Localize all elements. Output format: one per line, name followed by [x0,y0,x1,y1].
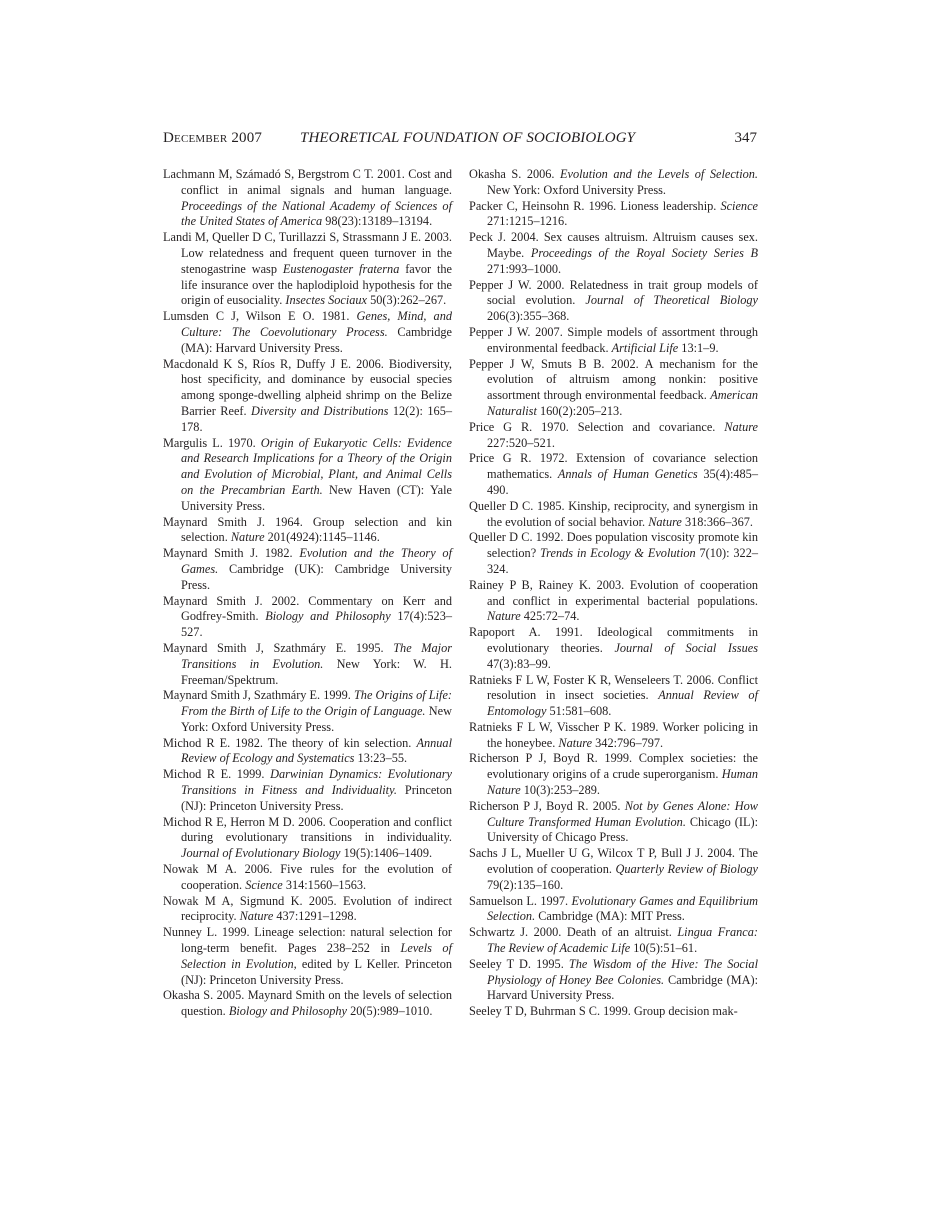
reference-entry [163,594,452,641]
reference-source-title: Evolutionary Games and Equilibrium Selection. [487,893,758,924]
reference-text: 437:1291–1298. [273,909,357,924]
reference-text: Maynard Smith J. 1964. Group selection and kin selection. [163,514,452,545]
reference-text: 79(2):135–160. [487,877,564,892]
reference-text: 98(23):13189–13194. [322,214,433,229]
reference-text: Macdonald K S, Ríos R, Duffy J E. 2006. Biodiversity, host specificity, and dominance by eusocial species among sponge-dwelling alpheid shrimp on the Belize Barrier Reef. [163,356,452,418]
reference-source-title: Genes, Mind, and Culture: The Coevolutionary Process. [181,309,452,339]
reference-text: Lumsden C J, Wilson E O. 1981. [163,309,357,324]
reference-source-title: The Wisdom of the Hive: The Social Physiology of Honey Bee Colonies. [487,956,758,987]
reference-entry [163,736,452,768]
reference-entry [163,309,452,356]
reference-source-title: Nature [724,419,758,434]
reference-text: Pepper J W. 2000. Relatedness in trait group models of social evolution. [469,277,758,308]
reference-text: 10(5):51–61. [630,941,698,956]
reference-text: Nowak M A. 2006. Five rules for the evolution of cooperation. [163,862,452,892]
reference-source-title: Annual Review of Entomology [487,688,758,719]
reference-text: Maynard Smith J. 2002. Commentary on Kerr and Godfrey-Smith. [163,593,452,624]
reference-text: Sachs J L, Mueller U G, Wilcox T P, Bull J J. 2004. The evolution of cooperation. [469,846,758,877]
reference-entry [163,515,452,547]
reference-entry [163,688,452,735]
reference-entry [469,957,758,1004]
reference-source-title: Biology and Philosophy [265,609,391,624]
reference-text: 50(3):262–267. [367,293,447,308]
reference-text: Michod R E, Herron M D. 2006. Cooperation and conflict during evolutionary transitions in individuality. [163,814,452,845]
reference-entry [163,925,452,988]
reference-source-title: Insectes Sociaux [285,293,367,308]
reference-entry [163,546,452,593]
reference-text: Maynard Smith J. 1982. [163,546,300,561]
reference-source-title: Eustenogaster fraterna [282,261,400,276]
reference-text: Okasha S. 2005. Maynard Smith on the levels of selection question. [163,988,452,1019]
reference-entry [469,167,758,199]
reference-source-title: Journal of Evolutionary Biology [181,846,341,861]
reference-entry [469,530,758,577]
reference-text: 17(4):523–527. [181,609,452,640]
reference-source-title: Lingua Franca: The Review of Academic Life [487,925,758,956]
reference-text: favor the life insurance over the haplodiploid hypothesis for the origin of eusociality. [181,261,453,308]
reference-column-right [469,167,758,1020]
reference-text: 314:1560–1563. [282,877,367,892]
reference-source-title: Nature [239,909,274,924]
reference-text: 160(2):205–213. [536,403,623,418]
reference-text: New York: Oxford University Press. [487,182,666,197]
reference-text: 7(10): 322–324. [487,546,758,576]
reference-text: Richerson P J, Boyd R. 2005. [469,798,625,813]
reference-text: 271:993–1000. [487,261,562,276]
reference-entry [469,720,758,752]
page-number: 347 [734,130,757,146]
reference-entry [469,799,758,846]
reference-entry [469,499,758,531]
reference-entry [163,436,452,515]
reference-entry [469,278,758,325]
reference-source-title: Science [720,198,758,213]
reference-text: Ratnieks F L W, Visscher P K. 1989. Worker policing in the honeybee. [469,719,758,750]
reference-entry [163,988,452,1020]
reference-text: Queller D C. 1992. Does population viscosity promote kin selection? [469,530,758,561]
reference-text: 227:520–521. [487,435,555,450]
reference-text: Cambridge (MA): Harvard University Press. [181,324,453,355]
reference-source-title: Quarterly Review of Biology [615,862,758,877]
reference-text: Landi M, Queller D C, Turillazzi S, Strassmann J E. 2003. Low relatedness and frequent queen turnover in the stenogastrine wasp [163,230,452,276]
reference-entry [163,641,452,688]
reference-text: Okasha S. 2006. [469,167,561,181]
reference-text: Pepper J W. 2007. Simple models of assortment through environmental feedback. [469,324,758,355]
reference-text: 201(4924):1145–1146. [264,530,380,545]
reference-text: Maynard Smith J, Szathmáry E. 1999. [163,688,354,703]
reference-text: Maynard Smith J, Szathmáry E. 1995. [163,640,394,655]
reference-text: 47(3):83–99. [487,656,551,671]
reference-entry [163,167,452,230]
reference-entry [469,751,758,798]
reference-text: 13:23–55. [354,751,408,766]
reference-source-title: Science [245,877,283,892]
reference-source-title: Evolution and the Levels of Selection. [560,167,758,181]
reference-text: Margulis L. 1970. [163,435,261,450]
reference-entry [163,815,452,862]
reference-text: Richerson P J, Boyd R. 1999. Complex societies: the evolutionary origins of a crude superorganism. [469,751,758,782]
reference-text: 35(4):485–490. [487,467,758,497]
reference-entry [469,451,758,498]
reference-text: Rainey P B, Rainey K. 2003. Evolution of cooperation and conflict in experimental bacterial populations. [469,577,758,608]
reference-source-title: Origin of Eukaryotic Cells: Evidence and Research Implications for a Theory of the Origin and Evolution of Microbial, Plant, and Animal Cells on the Precambrian Earth. [181,435,453,497]
reference-entry [469,357,758,420]
reference-source-title: Trends in Ecology & Evolution [540,546,696,561]
reference-entry [163,894,452,926]
reference-text: Packer C, Heinsohn R. 1996. Lioness leadership. [469,198,721,213]
reference-source-title: Journal of Social Issues [614,640,758,655]
reference-text: Price G R. 1972. Extension of covariance selection mathematics. [469,451,758,482]
reference-entry [469,199,758,231]
reference-text: Cambridge (MA): Harvard University Press. [487,972,758,1003]
reference-source-title: Diversity and Distributions [251,403,389,418]
reference-source-title: Annual Review of Ecology and Systematics [181,735,452,766]
reference-text: Michod R E. 1999. [163,767,271,782]
reference-entry [469,325,758,357]
reference-entry [469,925,758,957]
reference-text: 318:366–367. [681,514,753,529]
reference-text: Chicago (IL): University of Chicago Press. [487,814,758,845]
reference-text: edited by L Keller. Princeton (NJ): Princeton University Press. [181,956,452,987]
reference-text: New York: W. H. Freeman/Spektrum. [181,656,452,687]
running-header [163,128,757,148]
reference-source-title: American Naturalist [487,388,758,418]
reference-text: 13:1–9. [678,340,719,355]
reference-text: Peck J. 2004. Sex causes altruism. Altruism causes sex. Maybe. [469,230,758,260]
reference-text: Samuelson L. 1997. [469,893,572,908]
reference-text: New Haven (CT): Yale University Press. [181,482,452,513]
reference-text: Schwartz J. 2000. Death of an altruist. [469,925,678,940]
header-journal-title: THEORETICAL FOUNDATION OF SOCIOBIOLOGY [300,130,636,146]
reference-source-title: The Origins of Life: From the Birth of Life to the Origin of Language. [181,688,453,719]
reference-entry [163,767,452,814]
reference-text: Lachmann M, Számadó S, Bergstrom C T. 2001. Cost and conflict in animal signals and human language. [163,167,452,197]
reference-text: Cambridge (UK): Cambridge University Press. [181,561,452,592]
reference-source-title: The Major Transitions in Evolution. [181,640,453,671]
reference-source-title: Evolution and the Theory of Games. [181,546,452,576]
reference-text: 51:581–608. [546,704,612,719]
reference-text: 10(3):253–289. [520,783,600,798]
reference-source-title: Nature [230,530,265,545]
reference-source-title: Not by Genes Alone: How Culture Transformed Human Evolution. [487,798,759,829]
reference-entry [469,894,758,926]
reference-source-title: Proceedings of the National Academy of Sciences of the United States of America [181,198,452,229]
reference-text: 425:72–74. [520,609,580,624]
reference-text: Nunney L. 1999. Lineage selection: natural selection for long-term benefit. Pages 238–252 in [163,925,452,956]
reference-text: Michod R E. 1982. The theory of kin selection. [163,735,417,750]
header-date: December 2007 [163,130,263,146]
reference-source-title: Darwinian Dynamics: Evolutionary Transitions in Fitness and Individuality. [181,767,453,798]
reference-text: 342:796–797. [592,735,664,750]
reference-text: 20(5):989–1010. [347,1004,433,1019]
reference-entry [469,420,758,452]
reference-source-title: Nature [558,735,593,750]
reference-text: Seeley T D. 1995. [469,956,569,971]
reference-column-left [163,167,452,1020]
reference-text: Queller D C. 1985. Kinship, reciprocity, and synergism in the evolution of social behavior. [469,498,758,529]
reference-text: Princeton (NJ): Princeton University Press. [181,783,452,813]
reference-text: 271:1215–1216. [487,214,568,229]
reference-source-title: Artificial Life [611,340,679,355]
reference-entry [469,625,758,672]
reference-text: Ratnieks F L W, Foster K R, Wenseleers T. 2006. Conflict resolution in insect societies. [469,672,758,703]
reference-entry [163,230,452,309]
reference-source-title: Annals of Human Genetics [557,467,698,482]
reference-source-title: Nature [487,609,521,624]
reference-entry [469,846,758,893]
reference-source-title: Levels of Selection in Evolution, [181,941,452,971]
reference-text: Rapoport A. 1991. Ideological commitments in evolutionary theories. [469,625,758,655]
reference-text: Pepper J W, Smuts B B. 2002. A mechanism for the evolution of altruism among nonkin: positive assortment through environmental feedback. [469,356,758,403]
reference-entry [163,357,452,436]
reference-text: Nowak M A, Sigmund K. 2005. Evolution of indirect reciprocity. [163,893,452,924]
reference-entry [469,1004,758,1020]
reference-source-title: Nature [648,514,682,529]
reference-source-title: Human Nature [487,767,758,798]
reference-source-title: Proceedings of the Royal Society Series B [530,245,759,260]
reference-entry [469,673,758,720]
reference-entry [163,862,452,894]
reference-source-title: Biology and Philosophy [228,1004,347,1019]
reference-text: Price G R. 1970. Selection and covariance. [469,419,725,434]
reference-entry [469,230,758,277]
reference-text: 19(5):1406–1409. [340,846,433,861]
reference-text: Cambridge (MA): MIT Press. [535,909,685,924]
reference-text: 206(3):355–368. [487,309,570,324]
reference-text: 12(2): 165–178. [181,403,452,434]
reference-source-title: Journal of Theoretical Biology [585,293,758,308]
reference-text: Seeley T D, Buhrman S C. 1999. Group decision mak- [469,1004,738,1019]
reference-entry [469,578,758,625]
reference-text: New York: Oxford University Press. [181,704,453,734]
